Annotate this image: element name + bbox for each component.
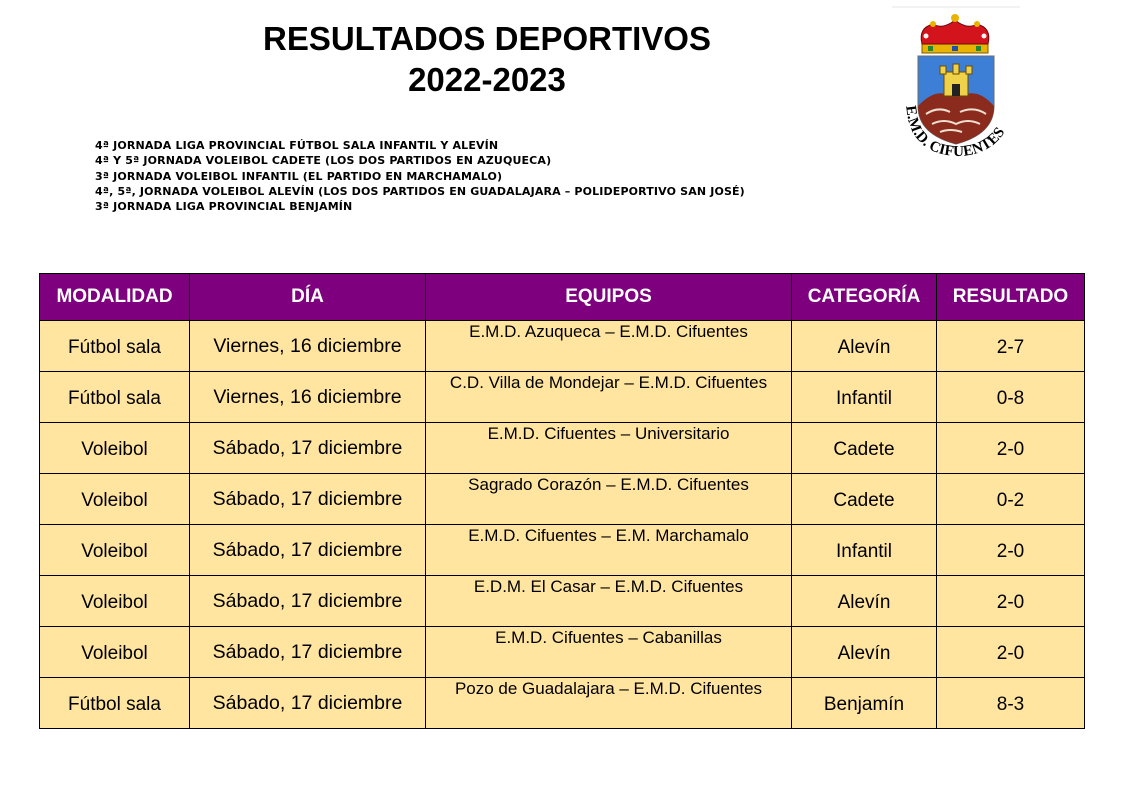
cell-resultado: 2-7 [937,321,1085,372]
page-title [0,18,974,100]
table-header-row [40,274,1085,321]
cell-categoria: Alevín [792,627,937,678]
cell-categoria: Benjamín [792,678,937,729]
cell-categoria: Alevín [792,576,937,627]
cell-resultado: 0-2 [937,474,1085,525]
cell-equipos: E.M.D. Cifuentes – Universitario [426,423,792,474]
logo-text: E.M.D. CIFUENTES [902,104,1009,161]
cell-equipos: Pozo de Guadalajara – E.M.D. Cifuentes [426,678,792,729]
cell-modalidad: Voleibol [40,627,190,678]
table-row [40,576,1085,627]
emd-cifuentes-logo [888,6,1024,162]
cell-equipos: Sagrado Corazón – E.M.D. Cifuentes [426,474,792,525]
jornada-item: 3ª JORNADA VOLEIBOL INFANTIL (EL PARTIDO EN MARCHAMALO) [95,169,503,183]
cell-modalidad: Fútbol sala [40,678,190,729]
header-categoria: CATEGORÍA [792,274,937,321]
cell-dia: Sábado, 17 diciembre [190,525,426,576]
table-row [40,474,1085,525]
cell-categoria: Infantil [792,372,937,423]
cell-categoria: Alevín [792,321,937,372]
table-row [40,525,1085,576]
table-row [40,321,1085,372]
cell-categoria: Infantil [792,525,937,576]
crown-icon [921,14,989,53]
jornada-item: 4ª, 5ª, JORNADA VOLEIBOL ALEVÍN (LOS DOS PARTIDOS EN GUADALAJARA – POLIDEPORTIVO SAN JOSÉ) [95,184,745,198]
cell-modalidad: Fútbol sala [40,321,190,372]
title-line-2: 2022-2023 [408,61,566,98]
cell-modalidad: Voleibol [40,474,190,525]
cell-modalidad: Voleibol [40,525,190,576]
cell-modalidad: Voleibol [40,576,190,627]
cell-dia: Viernes, 16 diciembre [190,372,426,423]
cell-resultado: 2-0 [937,525,1085,576]
table-row [40,423,1085,474]
cell-resultado: 8-3 [937,678,1085,729]
cell-dia: Viernes, 16 diciembre [190,321,426,372]
header-equipos: EQUIPOS [426,274,792,321]
title-line-1: RESULTADOS DEPORTIVOS [263,20,711,57]
results-table [39,273,1085,729]
cell-dia: Sábado, 17 diciembre [190,474,426,525]
cell-resultado: 2-0 [937,576,1085,627]
jornadas-list [95,138,745,214]
cell-dia: Sábado, 17 diciembre [190,678,426,729]
coat-of-arms-icon [888,6,1024,162]
cell-equipos: E.M.D. Cifuentes – Cabanillas [426,627,792,678]
cell-categoria: Cadete [792,474,937,525]
cell-resultado: 2-0 [937,627,1085,678]
cell-categoria: Cadete [792,423,937,474]
jornada-item: 3ª JORNADA LIGA PROVINCIAL BENJAMÍN [95,200,353,214]
cell-equipos: C.D. Villa de Mondejar – E.M.D. Cifuentes [426,372,792,423]
table-row [40,372,1085,423]
jornada-item: 4ª Y 5ª JORNADA VOLEIBOL CADETE (LOS DOS PARTIDOS EN AZUQUECA) [95,154,552,168]
header-dia: DÍA [190,274,426,321]
cell-modalidad: Fútbol sala [40,372,190,423]
cell-dia: Sábado, 17 diciembre [190,576,426,627]
cell-modalidad: Voleibol [40,423,190,474]
cell-dia: Sábado, 17 diciembre [190,627,426,678]
table-row [40,627,1085,678]
shield-icon [918,56,994,144]
jornada-item: 4ª JORNADA LIGA PROVINCIAL FÚTBOL SALA INFANTIL Y ALEVÍN [95,139,499,152]
cell-equipos: E.M.D. Azuqueca – E.M.D. Cifuentes [426,321,792,372]
header-resultado: RESULTADO [937,274,1085,321]
cell-resultado: 0-8 [937,372,1085,423]
cell-equipos: E.M.D. Cifuentes – E.M. Marchamalo [426,525,792,576]
cell-dia: Sábado, 17 diciembre [190,423,426,474]
cell-resultado: 2-0 [937,423,1085,474]
header-modalidad: MODALIDAD [40,274,190,321]
table-row [40,678,1085,729]
cell-equipos: E.D.M. El Casar – E.M.D. Cifuentes [426,576,792,627]
